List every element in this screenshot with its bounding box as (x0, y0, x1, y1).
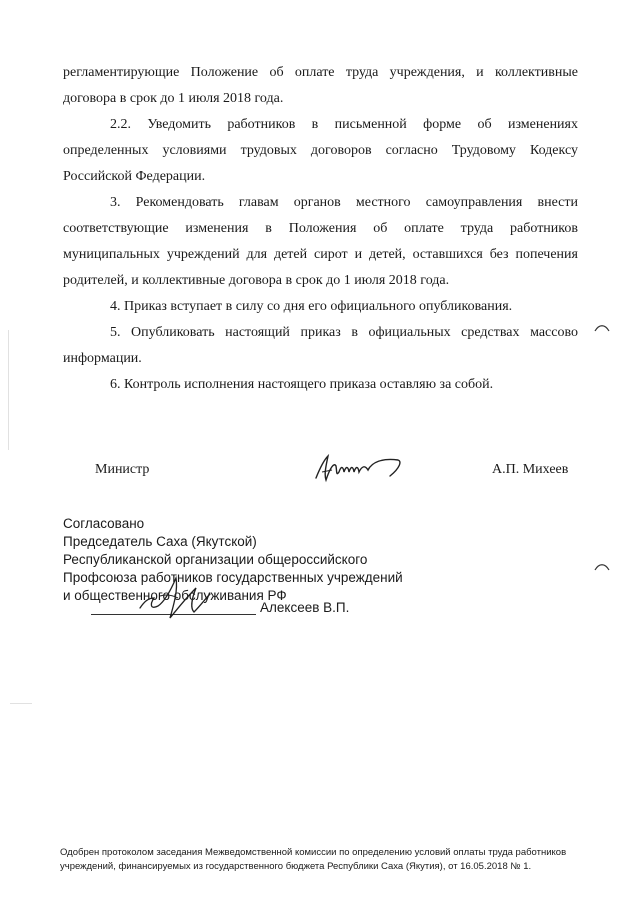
approval-footnote (60, 846, 580, 874)
text-line: определенных условиями трудовых договоров согласно Трудовому Кодексу (63, 143, 578, 158)
text-line: 5. Опубликовать настоящий приказ в официальных средствах массово (110, 325, 578, 340)
paragraph-4 (63, 294, 578, 320)
text-line: 6. Контроль исполнения настоящего приказа оставляю за собой. (110, 377, 494, 392)
footnote-line: Одобрен протоколом заседания Межведомственной комиссии по определению условий оплаты труда работников (60, 847, 567, 858)
scan-mark-icon (594, 562, 610, 572)
text-line: соответствующие изменения в Положения об оплате труда работников (63, 221, 578, 236)
approval-line: Председатель Саха (Якутской) (63, 534, 257, 549)
text-line: муниципальных учреждений для детей сирот и детей, оставшихся без попечения (63, 247, 578, 262)
text-line: 3. Рекомендовать главам органов местного самоуправления внести (110, 195, 578, 210)
paragraph-5 (63, 320, 578, 372)
approval-line: Профсоюза работников государственных учреждений (63, 570, 403, 585)
paragraph-continuation (63, 60, 578, 112)
minister-signature-icon (312, 448, 412, 488)
text-line: 2.2. Уведомить работников в письменной форме об изменениях (110, 117, 578, 132)
signer-name: А.П. Михеев (492, 462, 569, 477)
union-signature-icon (130, 568, 240, 628)
approval-line: Республиканской организации общероссийского (63, 552, 368, 567)
scan-artifact (8, 330, 9, 450)
signer-position: Министр (95, 462, 150, 477)
paragraph-3 (63, 190, 578, 294)
footnote-line: учреждений, финансируемых из государственного бюджета Республики Саха (Якутия), от 16.05.2018 № 1. (60, 861, 532, 872)
text-line: 4. Приказ вступает в силу со дня его официального опубликования. (110, 299, 513, 314)
text-line: Российской Федерации. (63, 169, 206, 184)
text-line: родителей, и коллективные договора в срок до 1 июля 2018 года. (63, 273, 450, 288)
scan-artifact (10, 703, 32, 704)
scan-mark-icon (594, 323, 610, 333)
text-line: договора в срок до 1 июля 2018 года. (63, 91, 284, 106)
approval-signer: Алексеев В.П. (260, 600, 350, 615)
approval-line: и общественного обслуживания РФ (63, 588, 287, 603)
approval-line: Согласовано (63, 516, 145, 531)
text-line: информации. (63, 351, 142, 366)
text-line: регламентирующие Положение об оплате труда учреждения, и коллективные (63, 65, 578, 80)
paragraph-6 (63, 372, 578, 398)
paragraph-2-2 (63, 112, 578, 190)
